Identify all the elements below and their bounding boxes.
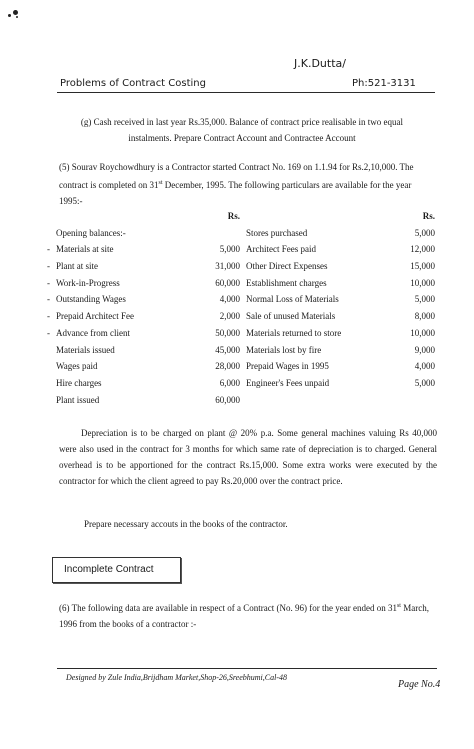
section-heading: Incomplete Contract <box>64 564 154 575</box>
debit-item-label: Materials at site <box>56 244 114 255</box>
problem-5-text-end: December, 1995. The following particulars are available for the year 1995:- <box>59 180 412 206</box>
debit-item-label: Opening balances:- <box>56 227 126 238</box>
credit-item-amount: 9,000 <box>414 344 435 355</box>
row-mark: - <box>47 327 50 338</box>
particulars-row <box>47 261 440 278</box>
particulars-row <box>47 228 440 245</box>
problem-5-text: (5) Sourav Roychowdhury is a Contractor started Contract No. 169 on 1.1.94 for Rs.2,10,000. The contract is completed on 31 <box>59 162 414 190</box>
row-mark: - <box>47 277 50 288</box>
paragraph-prepare: Prepare necessary accouts in the books of the contractor. <box>84 519 288 529</box>
paragraph-problem-6 <box>59 598 441 632</box>
debit-item-label: Prepaid Architect Fee <box>56 311 134 322</box>
debit-item-amount: 60,000 <box>215 277 240 288</box>
rs-header-left: Rs. <box>227 211 240 221</box>
ordinal-suffix: st <box>158 180 163 186</box>
debit-item-amount: 28,000 <box>215 361 240 372</box>
credit-item-amount: 10,000 <box>410 327 435 338</box>
credit-item-label: Stores purchased <box>246 227 308 238</box>
row-mark: - <box>47 261 50 272</box>
debit-item-amount: 4,000 <box>219 294 240 305</box>
credit-item-label: Establishment charges <box>246 277 327 288</box>
debit-item-amount: 50,000 <box>215 327 240 338</box>
particulars-row <box>47 311 440 328</box>
paragraph-problem-5 <box>59 159 435 209</box>
particulars-row <box>47 378 440 395</box>
row-mark: - <box>47 244 50 255</box>
debit-item-amount: 60,000 <box>215 394 240 405</box>
credit-item-label: Normal Loss of Materials <box>246 294 339 305</box>
credit-item-label: Prepaid Wages in 1995 <box>246 361 329 372</box>
credit-item-label: Sale of unused Materials <box>246 311 336 322</box>
author-name: J.K.Dutta/ <box>294 57 346 70</box>
debit-item-label: Hire charges <box>56 377 102 388</box>
debit-item-label: Materials issued <box>56 344 115 355</box>
credit-item-amount: 12,000 <box>410 244 435 255</box>
particulars-row <box>47 244 440 261</box>
debit-item-label: Advance from client <box>56 327 130 338</box>
credit-item-amount: 5,000 <box>414 227 435 238</box>
problem-6-text-end: March, 1996 from the books of a contractor :- <box>59 603 429 629</box>
section-heading-box <box>52 557 181 583</box>
debit-item-amount: 2,000 <box>219 311 240 322</box>
credit-item-amount: 10,000 <box>410 277 435 288</box>
debit-item-amount: 6,000 <box>219 377 240 388</box>
ordinal-suffix: st <box>396 603 401 609</box>
credit-item-label: Architect Fees paid <box>246 244 316 255</box>
credit-item-amount: 8,000 <box>414 311 435 322</box>
credit-item-amount: 5,000 <box>414 294 435 305</box>
phone-number: Ph:521-3131 <box>352 78 416 89</box>
particulars-row <box>47 345 440 362</box>
problem-6-text: (6) The following data are available in respect of a Contract (No. 96) for the year ended on 31 <box>59 603 397 613</box>
credit-item-label: Engineer's Fees unpaid <box>246 377 330 388</box>
header-rule <box>57 92 435 93</box>
page-number: Page No.4 <box>398 679 441 690</box>
particulars-row <box>47 278 440 295</box>
credit-item-amount: 4,000 <box>414 361 435 372</box>
rs-header-row <box>47 211 440 228</box>
row-mark: - <box>47 294 50 305</box>
credit-item-label: Materials lost by fire <box>246 344 322 355</box>
scan-speck <box>16 16 18 18</box>
paragraph-depreciation <box>59 425 437 489</box>
credit-item-label: Other Direct Expenses <box>246 261 328 272</box>
particulars-row <box>47 328 440 345</box>
credit-item-amount: 5,000 <box>414 377 435 388</box>
particulars-row <box>47 294 440 311</box>
footer-rule <box>57 668 437 669</box>
debit-item-amount: 45,000 <box>215 344 240 355</box>
debit-item-label: Outstanding Wages <box>56 294 126 305</box>
debit-item-label: Work-in-Progress <box>56 277 120 288</box>
particulars-row <box>47 361 440 378</box>
debit-item-label: Plant at site <box>56 261 98 272</box>
footer-credit: Designed by Zule India,Brijdham Market,Shop-26,Sreebhumi,Cal-48 <box>66 673 288 682</box>
row-mark: - <box>47 311 50 322</box>
depreciation-text: Depreciation is to be charged on plant @ 20% p.a. Some general machines valuing Rs 40,000 were also used in the contract for 3 months for which same rate of depreciation is to charged. General overhead is to be apportioned for the contract Rs.15,000. Some extra works were executed by the contractor for which the client agreed to pay Rs.20,000 over the contract price. <box>59 428 437 486</box>
credit-item-label: Materials returned to store <box>246 327 342 338</box>
particulars-table <box>47 211 440 411</box>
particulars-row <box>47 395 440 412</box>
particulars-rows <box>47 228 440 412</box>
document-title: Problems of Contract Costing <box>60 78 206 89</box>
debit-item-amount: 31,000 <box>215 261 240 272</box>
debit-item-label: Wages paid <box>56 361 98 372</box>
debit-item-amount: 5,000 <box>219 244 240 255</box>
credit-item-amount: 15,000 <box>410 261 435 272</box>
scan-speck <box>8 14 11 17</box>
scan-speck <box>13 10 18 15</box>
rs-header-right: Rs. <box>422 211 435 221</box>
paragraph-g: (g) Cash received in last year Rs.35,000. Balance of contract price realisable in two equal instalments. Prepare Contract Account and Contractee Account <box>80 117 404 143</box>
debit-item-label: Plant issued <box>56 394 100 405</box>
